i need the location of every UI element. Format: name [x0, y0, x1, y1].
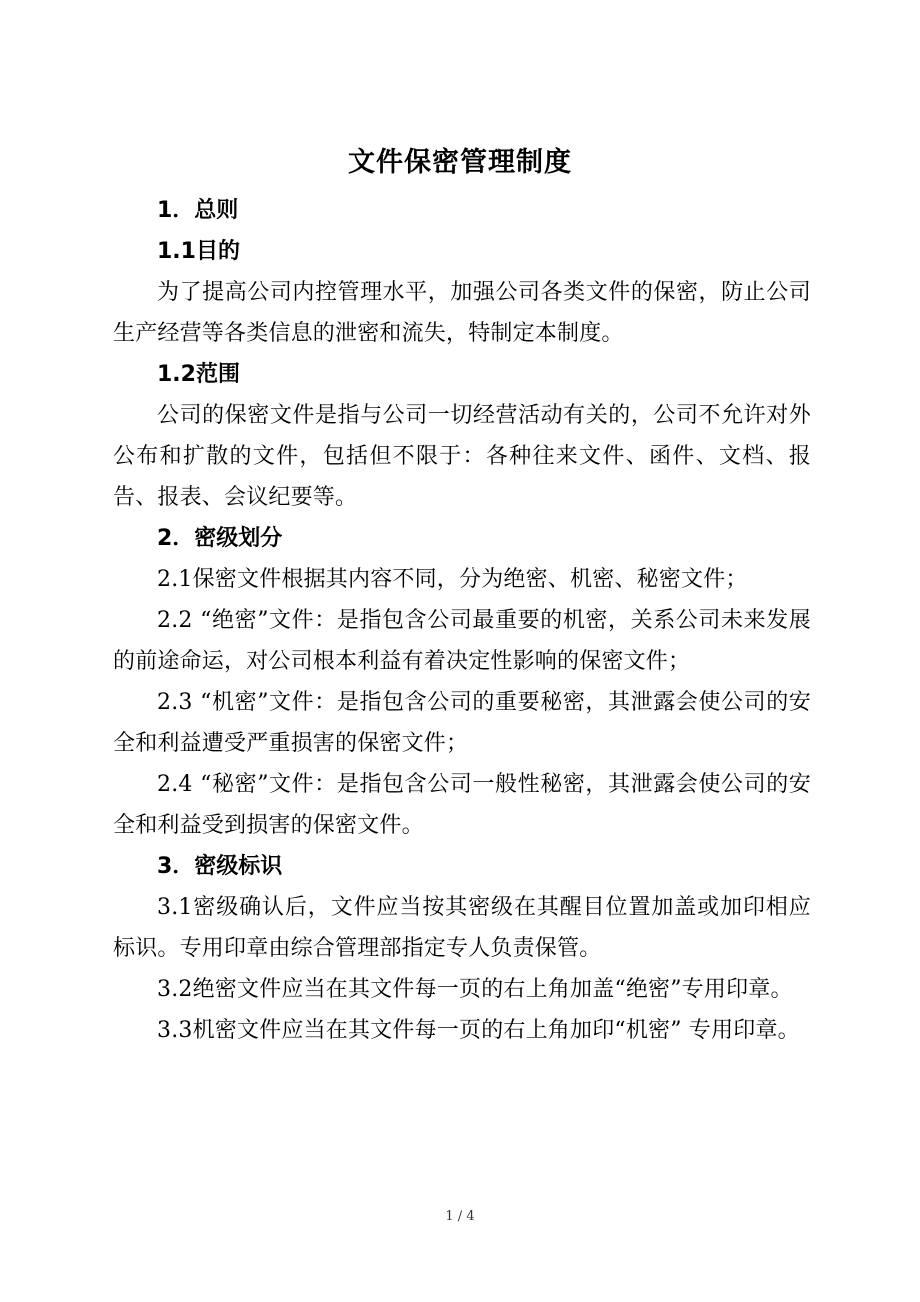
paragraph: 2.3 “机密”文件：是指包含公司的重要秘密，其泄露会使公司的安全和利益遭受严重损害的保密文件； — [113, 690, 811, 756]
paragraph: 为了提高公司内控管理水平，加强公司各类文件的保密，防止公司生产经营等各类信息的泄密和流失，特制定本制度。 — [113, 280, 811, 346]
section-heading: 2．密级划分 — [157, 526, 283, 551]
section-heading: 1.2范围 — [157, 362, 240, 387]
section-heading: 1.1目的 — [157, 239, 240, 264]
paragraph: 3.2绝密文件应当在其文件每一页的右上角加盖“绝密”专用印章。 — [157, 977, 793, 1002]
paragraph: 3.1密级确认后，文件应当按其密级在其醒目位置加盖或加印相应标识。专用印章由综合管理部指定专人负责保管。 — [113, 895, 811, 961]
paragraph: 2.2 “绝密”文件：是指包含公司最重要的机密，关系公司未来发展的前途命运，对公司根本利益有着决定性影响的保密文件； — [113, 608, 811, 674]
paragraph: 2.1保密文件根据其内容不同，分为绝密、机密、秘密文件； — [157, 567, 748, 592]
section-heading: 3．密级标识 — [157, 854, 283, 879]
document-title: 文件保密管理制度 — [348, 147, 572, 178]
page-number: 1 / 4 — [445, 1209, 475, 1224]
paragraph: 公司的保密文件是指与公司一切经营活动有关的，公司不允许对外公布和扩散的文件，包括但不限于：各种往来文件、函件、文档、报告、报表、会议纪要等。 — [113, 403, 811, 510]
paragraph: 3.3机密文件应当在其文件每一页的右上角加印“机密” 专用印章。 — [157, 1018, 800, 1043]
document-body — [113, 190, 811, 1051]
section-heading: 1．总则 — [157, 198, 239, 223]
paragraph: 2.4 “秘密”文件：是指包含公司一般性秘密，其泄露会使公司的安全和利益受到损害的保密文件。 — [113, 772, 811, 838]
